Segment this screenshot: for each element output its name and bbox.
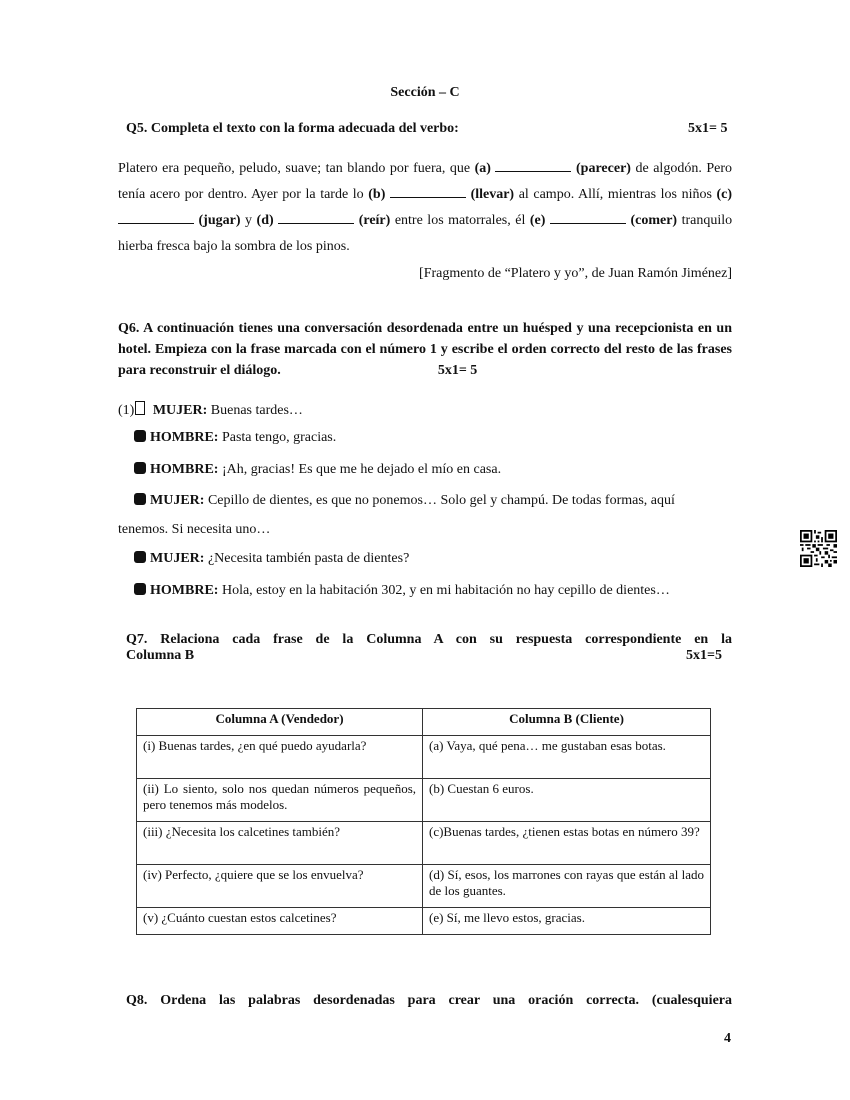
q5-verb-c: (jugar) — [198, 213, 241, 228]
q5-blank-c[interactable] — [118, 211, 194, 224]
bullet-icon — [134, 462, 146, 474]
table-header-row — [137, 709, 711, 736]
bullet-icon — [134, 430, 146, 442]
q6-speaker: HOMBRE: — [150, 430, 219, 445]
q6-line-text: Cepillo de dientes, es que no ponemos… Solo gel y champú. De todas formas, aquí — [207, 493, 675, 508]
cell-b: (c)Buenas tardes, ¿tienen estas botas en número 39? — [423, 822, 711, 865]
q5-verb-d: (reír) — [358, 213, 391, 228]
q7-heading-line2: Columna B — [126, 648, 195, 663]
bullet-icon — [134, 583, 146, 595]
q6-line-3 — [134, 462, 501, 478]
section-title: Sección – C — [390, 85, 460, 100]
q5-text-1: Platero era pequeño, peludo, suave; tan blando por fuera, que — [118, 161, 471, 176]
q5-verb-e: (comer) — [630, 213, 678, 228]
q5-text-5: entre los matorrales, él — [394, 213, 526, 228]
column-a-header: Columna A (Vendedor) — [137, 709, 423, 736]
q5-heading: Q5. Completa el texto con la forma adecuada del verbo: — [126, 121, 459, 136]
q5-blank-b[interactable] — [390, 185, 466, 198]
q7-marks: 5x1=5 — [686, 648, 722, 663]
q8-heading: Q8. Ordena las palabras desordenadas para crear una oración correcta. (cualesquiera — [126, 993, 732, 1008]
q5-text-2: de algodón. Pero tenía acero por dentro. Ayer por la tarde lo — [118, 161, 733, 202]
q6-speaker: MUJER: — [150, 551, 205, 566]
q5-text-3: al campo. Allí, mientras los niños — [518, 187, 712, 202]
checkbox-icon — [135, 401, 145, 415]
bullet-icon — [134, 551, 146, 563]
cell-b: (e) Sí, me llevo estos, gracias. — [423, 908, 711, 935]
table-row — [137, 779, 711, 822]
q5-blank-e-label: (e) — [529, 213, 546, 228]
q5-blank-d-label: (d) — [256, 213, 274, 228]
page-number: 4 — [724, 1031, 731, 1046]
q6-heading — [118, 318, 732, 381]
q5-blank-b-label: (b) — [368, 187, 386, 202]
q5-text-4: y — [245, 213, 253, 228]
table-row — [137, 908, 711, 935]
q6-line-1 — [118, 401, 303, 419]
q5-blank-c-label: (c) — [716, 187, 733, 202]
cell-a: (i) Buenas tardes, ¿en qué puedo ayudarla? — [137, 736, 423, 779]
q5-blank-e[interactable] — [550, 211, 626, 224]
qr-code-icon — [800, 530, 837, 567]
q6-heading-text: Q6. A continuación tienes una conversación desordenada entre un huésped y una recepcionista en un hotel. Empieza con la frase marcada con el número 1 y escribe el orden correcto del resto de las frases para reconstruir el diálogo. — [118, 321, 732, 378]
bullet-icon — [134, 493, 146, 505]
q6-line-5 — [134, 551, 409, 567]
matching-table — [136, 708, 711, 935]
q6-line-2 — [134, 430, 336, 446]
q5-source: [Fragmento de “Platero y yo”, de Juan Ramón Jiménez] — [419, 266, 732, 281]
q6-line-text: Buenas tardes… — [210, 403, 303, 418]
q5-blank-a-label: (a) — [474, 161, 491, 176]
cell-b: (d) Sí, esos, los marrones con rayas que están al lado de los guantes. — [423, 865, 711, 908]
q5-verb-b: (llevar) — [470, 187, 515, 202]
q5-verb-a: (parecer) — [576, 161, 631, 176]
q5-passage — [118, 156, 732, 260]
column-b-header: Columna B (Cliente) — [423, 709, 711, 736]
q6-line-4 — [134, 493, 675, 509]
q6-line-6 — [134, 583, 670, 599]
q6-speaker: MUJER: — [150, 493, 205, 508]
q6-line-text: ¡Ah, gracias! Es que me he dejado el mío en casa. — [221, 462, 502, 477]
q6-line-4-continuation: tenemos. Si necesita uno… — [118, 522, 271, 537]
q7-heading-line1: Q7. Relaciona cada frase de la Columna A con su respuesta correspondiente en la — [126, 632, 732, 647]
q6-marks: 5x1= 5 — [437, 363, 478, 378]
q6-first-number: (1) — [118, 403, 135, 418]
q6-line-text: Hola, estoy en la habitación 302, y en mi habitación no hay cepillo de dientes… — [221, 583, 670, 598]
cell-a: (ii) Lo siento, solo nos quedan números pequeños, pero tenemos más modelos. — [137, 779, 423, 822]
q5-marks: 5x1= 5 — [688, 121, 728, 136]
q6-speaker: HOMBRE: — [150, 583, 219, 598]
q6-speaker: HOMBRE: — [150, 462, 219, 477]
q6-line-text: ¿Necesita también pasta de dientes? — [207, 551, 410, 566]
cell-b: (b) Cuestan 6 euros. — [423, 779, 711, 822]
q5-blank-a[interactable] — [495, 159, 571, 172]
table-row — [137, 736, 711, 779]
cell-a: (iii) ¿Necesita los calcetines también? — [137, 822, 423, 865]
q6-line-text: Pasta tengo, gracias. — [221, 430, 337, 445]
cell-a: (iv) Perfecto, ¿quiere que se los envuelva? — [137, 865, 423, 908]
q6-speaker: MUJER: — [152, 403, 208, 418]
q5-text-6: tranquilo hierba fresca bajo la sombra de los pinos. — [118, 213, 733, 254]
table-row — [137, 865, 711, 908]
cell-b: (a) Vaya, qué pena… me gustaban esas botas. — [423, 736, 711, 779]
cell-a: (v) ¿Cuánto cuestan estos calcetines? — [137, 908, 423, 935]
table-row — [137, 822, 711, 865]
q5-blank-d[interactable] — [278, 211, 354, 224]
